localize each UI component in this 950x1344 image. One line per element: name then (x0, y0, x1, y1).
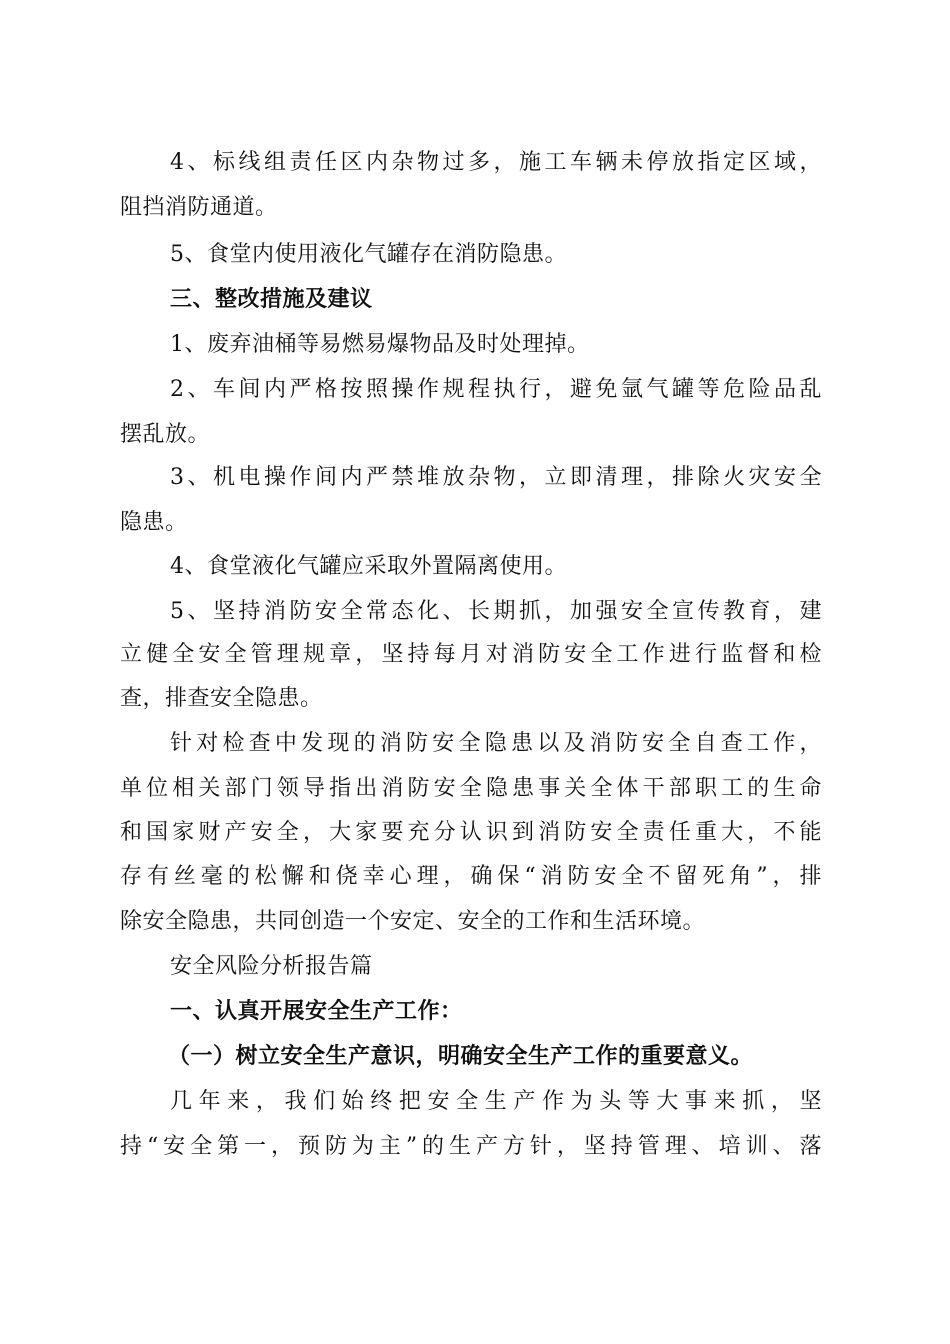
subsection-heading: （一）树立安全生产意识，明确安全生产工作的重要意义。 (168, 1044, 754, 1069)
paragraph-line: 立健全安全管理规章，坚持每月对消防安全工作进行监督和检 (120, 642, 822, 667)
paragraph-line: 5、坚持消防安全常态化、长期抓，加强安全宣传教育，建 (170, 599, 822, 624)
paragraph-line: 单位相关部门领导指出消防安全隐患事关全体干部职工的生命 (120, 776, 822, 801)
paragraph-line: 和国家财产安全，大家要充分认识到消防安全责任重大，不能 (120, 820, 822, 845)
paragraph-line: 2、车间内严格按照操作规程执行，避免氩气罐等危险品乱 (170, 377, 822, 402)
paragraph-line: 隐患。 (120, 510, 188, 535)
paragraph-line: 针对检查中发现的消防安全隐患以及消防安全自查工作， (170, 731, 822, 756)
paragraph-line: 4、标线组责任区内杂物过多，施工车辆未停放指定区域， (170, 150, 822, 175)
section-heading: 三、整改措施及建议 (170, 287, 373, 312)
section-heading: 一、认真开展安全生产工作： (170, 999, 463, 1024)
paragraph-line: 阻挡消防通道。 (120, 195, 278, 220)
paragraph-line: 存有丝毫的松懈和侥幸心理，确保“消防安全不留死角”，排 (120, 864, 822, 889)
paragraph-line: 摆乱放。 (120, 422, 211, 447)
paragraph-line: 4、食堂液化气罐应采取外置隔离使用。 (170, 554, 567, 579)
paragraph-line: 几年来，我们始终把安全生产作为头等大事来抓，坚 (170, 1089, 822, 1114)
paragraph-line: 1、废弃油桶等易燃易爆物品及时处理掉。 (170, 332, 590, 357)
paragraph-line: 除安全隐患，共同创造一个安定、安全的工作和生活环境。 (120, 909, 706, 934)
document-title: 安全风险分析报告篇 (170, 954, 373, 979)
paragraph-line: 持“安全第一，预防为主”的生产方针，坚持管理、培训、落 (120, 1134, 822, 1159)
paragraph-line: 3、机电操作间内严禁堆放杂物，立即清理，排除火灾安全 (170, 465, 822, 490)
paragraph-line: 查，排查安全隐患。 (120, 686, 323, 711)
paragraph-line: 5、食堂内使用液化气罐存在消防隐患。 (170, 242, 567, 267)
